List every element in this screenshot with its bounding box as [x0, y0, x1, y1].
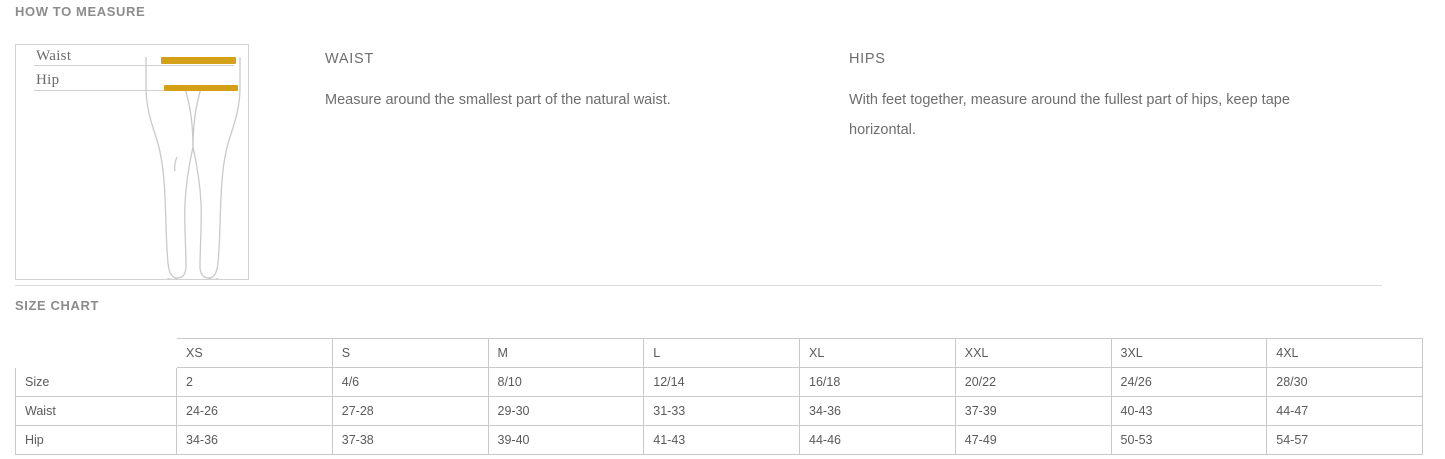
size-chart-table	[15, 338, 1423, 455]
cell-size-s: 4/6	[332, 368, 488, 397]
row-header-size: Size	[16, 368, 177, 397]
cell-size-xs: 2	[177, 368, 333, 397]
cell-size-3xl: 24/26	[1111, 368, 1267, 397]
waist-instruction-text: Measure around the smallest part of the natural waist.	[325, 91, 671, 108]
table-row	[16, 368, 1423, 397]
cell-hip-3xl: 50-53	[1111, 426, 1267, 455]
how-to-measure-heading: HOW TO MEASURE	[15, 4, 146, 19]
table-row	[16, 397, 1423, 426]
hips-instruction-text: With feet together, measure around the fullest part of hips, keep tape horizontal.	[849, 91, 1290, 138]
how-to-measure-row	[0, 44, 1445, 284]
cell-hip-xxl: 47-49	[955, 426, 1111, 455]
row-header-waist: Waist	[16, 397, 177, 426]
measurement-figure	[15, 44, 249, 280]
figure-waist-label: Waist	[36, 48, 72, 64]
cell-waist-s: 27-28	[332, 397, 488, 426]
table-row	[16, 426, 1423, 455]
legs-illustration-icon	[144, 47, 244, 280]
cell-size-xxl: 20/22	[955, 368, 1111, 397]
section-divider	[15, 285, 1382, 286]
hip-tape-measure	[164, 85, 238, 91]
size-chart-table-wrapper	[15, 338, 1422, 455]
waist-instruction-title: WAIST	[325, 51, 374, 67]
column-header-4xl: 4XL	[1267, 339, 1423, 368]
cell-hip-l: 41-43	[644, 426, 800, 455]
hips-instruction-block	[849, 44, 1319, 145]
column-header-xs: XS	[177, 339, 333, 368]
figure-hip-label: Hip	[36, 72, 60, 88]
column-header-3xl: 3XL	[1111, 339, 1267, 368]
cell-waist-m: 29-30	[488, 397, 644, 426]
cell-waist-4xl: 44-47	[1267, 397, 1423, 426]
row-header-hip: Hip	[16, 426, 177, 455]
table-header-row	[16, 339, 1423, 368]
cell-size-l: 12/14	[644, 368, 800, 397]
cell-waist-xxl: 37-39	[955, 397, 1111, 426]
cell-hip-s: 37-38	[332, 426, 488, 455]
cell-hip-4xl: 54-57	[1267, 426, 1423, 455]
cell-waist-xs: 24-26	[177, 397, 333, 426]
column-header-l: L	[644, 339, 800, 368]
size-chart-heading: SIZE CHART	[15, 298, 99, 313]
column-header-xxl: XXL	[955, 339, 1111, 368]
cell-hip-xl: 44-46	[800, 426, 956, 455]
cell-size-4xl: 28/30	[1267, 368, 1423, 397]
column-header-xl: XL	[800, 339, 956, 368]
column-header-m: M	[488, 339, 644, 368]
cell-waist-l: 31-33	[644, 397, 800, 426]
table-corner-cell	[16, 339, 177, 368]
cell-hip-xs: 34-36	[177, 426, 333, 455]
cell-hip-m: 39-40	[488, 426, 644, 455]
waist-tape-measure	[161, 57, 236, 64]
column-header-s: S	[332, 339, 488, 368]
cell-waist-xl: 34-36	[800, 397, 956, 426]
cell-waist-3xl: 40-43	[1111, 397, 1267, 426]
hips-instruction-title: HIPS	[849, 51, 886, 67]
waist-instruction-block	[325, 44, 795, 115]
cell-size-m: 8/10	[488, 368, 644, 397]
cell-size-xl: 16/18	[800, 368, 956, 397]
